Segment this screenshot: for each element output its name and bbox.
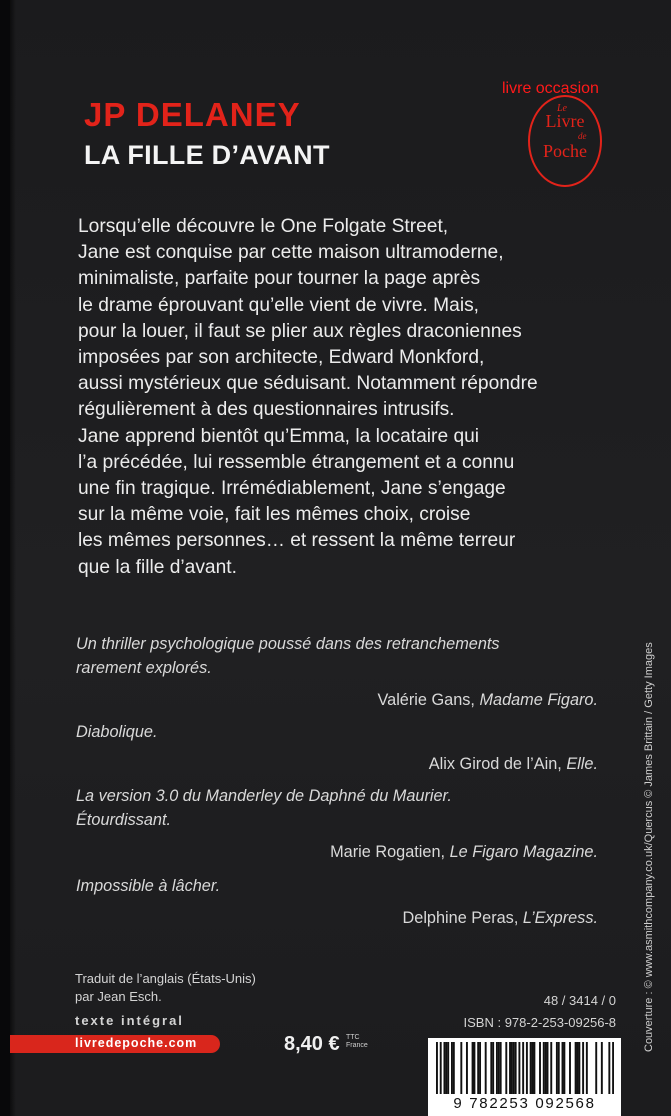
- barcode-bar: [460, 1042, 462, 1094]
- barcode-bar: [547, 1042, 549, 1094]
- barcode-bar: [522, 1042, 524, 1094]
- barcode-bar: [472, 1042, 474, 1094]
- catalog-reference: 48 / 3414 / 0: [543, 993, 616, 1008]
- barcode-bar: [451, 1042, 453, 1094]
- barcode-bar: [443, 1042, 445, 1094]
- quote-publication: L’Express.: [522, 909, 598, 927]
- used-book-sticker: livre occasion: [502, 80, 599, 97]
- synopsis-line: sur la même voie, fait les mêmes choix, croise: [78, 504, 471, 526]
- quote-author: Marie Rogatien,: [330, 843, 450, 861]
- synopsis-line: minimaliste, parfaite pour tourner la page après: [78, 268, 481, 290]
- barcode-bar: [608, 1042, 610, 1094]
- quote-text: Diabolique.: [76, 723, 158, 741]
- cover-credit: Couverture : © www.asmithcompany.co.uk/Quercus © James Brittain / Getty Images: [643, 642, 655, 1052]
- barcode-bar: [490, 1042, 492, 1094]
- barcode-bar: [500, 1042, 502, 1094]
- barcode-bar: [562, 1042, 564, 1094]
- barcode-bar: [492, 1042, 494, 1094]
- quote-source: [76, 688, 598, 712]
- barcode-bar: [496, 1042, 498, 1094]
- quote-publication: Elle.: [566, 755, 598, 773]
- synopsis-line: Jane est conquise par cette maison ultramoderne,: [78, 242, 504, 264]
- barcode-bar: [515, 1042, 517, 1094]
- barcode-bar: [533, 1042, 535, 1094]
- logo-de: de: [578, 131, 587, 141]
- logo-poche: Poche: [543, 141, 587, 161]
- barcode-bar: [509, 1042, 511, 1094]
- barcode-bar: [563, 1042, 565, 1094]
- barcode-bar: [479, 1042, 481, 1094]
- synopsis-line: pour la louer, il faut se plier aux règles draconiennes: [78, 320, 522, 342]
- quote-text: Étourdissant.: [76, 811, 172, 829]
- barcode-bar: [445, 1042, 447, 1094]
- barcode-bar: [466, 1042, 468, 1094]
- barcode-bar: [595, 1042, 597, 1094]
- unabridged-label: texte intégral: [75, 1013, 184, 1028]
- quote-source: [76, 840, 598, 864]
- quote-source: [76, 752, 598, 776]
- synopsis-line: le drame éprouvant qu’elle vient de vivre. Mais,: [78, 294, 480, 316]
- barcode-bar: [453, 1042, 455, 1094]
- livre-de-poche-logo: [528, 95, 602, 187]
- quote-text: Impossible à lâcher.: [76, 877, 221, 895]
- synopsis-line: Lorsqu’elle découvre le One Folgate Street,: [78, 216, 449, 237]
- quote-text: rarement explorés.: [76, 659, 212, 677]
- barcode-bar: [543, 1042, 545, 1094]
- press-quote: [76, 632, 598, 712]
- isbn: ISBN : 978-2-253-09256-8: [463, 1015, 616, 1030]
- barcode-bar: [436, 1042, 438, 1094]
- quote-publication: Le Figaro Magazine.: [449, 843, 598, 861]
- synopsis-line: les mêmes personnes… et ressent la même terreur: [78, 530, 516, 552]
- cover-edge-shadow: [10, 0, 16, 1116]
- press-quote: [76, 784, 598, 864]
- press-quote: [76, 874, 598, 930]
- barcode-bar: [578, 1042, 580, 1094]
- barcode-bar: [558, 1042, 560, 1094]
- barcode-bar: [530, 1042, 532, 1094]
- quote-author: Delphine Peras,: [402, 909, 523, 927]
- barcode-bars: [436, 1042, 614, 1094]
- author-name: JP DELANEY: [84, 96, 301, 133]
- synopsis-line: que la fille d’avant.: [78, 556, 237, 578]
- price: 8,40 €: [284, 1033, 340, 1055]
- barcode-bar: [569, 1042, 571, 1094]
- book-spine-edge: [0, 0, 10, 1116]
- barcode-bar: [582, 1042, 584, 1094]
- barcode-bar: [513, 1042, 515, 1094]
- barcode-bar: [477, 1042, 479, 1094]
- quote-text: La version 3.0 du Manderley de Daphné du Maurier.: [76, 787, 452, 805]
- quote-source: [76, 906, 598, 930]
- barcode-bar: [485, 1042, 487, 1094]
- quote-publication: Madame Figaro.: [479, 691, 598, 709]
- synopsis: [78, 214, 603, 581]
- barcode-number: 9 782253 092568: [453, 1095, 596, 1112]
- barcode-bar: [505, 1042, 507, 1094]
- synopsis-line: régulièrement à des questionnaires intrusifs.: [78, 399, 455, 421]
- logo-livre: Livre: [545, 111, 585, 131]
- barcode-bar: [545, 1042, 547, 1094]
- barcode-bar: [539, 1042, 541, 1094]
- synopsis-line: imposées par son architecte, Edward Monkford,: [78, 347, 485, 369]
- barcode-bar: [526, 1042, 528, 1094]
- synopsis-line: aussi mystérieux que séduisant. Notamment répondre: [78, 373, 538, 395]
- barcode-bar: [575, 1042, 577, 1094]
- barcode-bar: [586, 1042, 588, 1094]
- barcode-bar: [511, 1042, 513, 1094]
- barcode-bar: [518, 1042, 520, 1094]
- quote-text: Un thriller psychologique poussé dans des retranchements: [76, 635, 500, 653]
- translator-line: par Jean Esch.: [75, 989, 162, 1004]
- logo-le: Le: [557, 103, 567, 114]
- translation-credit: [75, 970, 256, 1006]
- barcode-bar: [498, 1042, 500, 1094]
- barcode-bar: [532, 1042, 534, 1094]
- barcode-bar: [473, 1042, 475, 1094]
- barcode-bar: [440, 1042, 442, 1094]
- website-link[interactable]: livredepoche.com: [75, 1036, 198, 1050]
- price-tax-note: [346, 1034, 368, 1050]
- quote-author: Valérie Gans,: [377, 691, 480, 709]
- synopsis-line: Jane apprend bientôt qu’Emma, la locataire qui: [78, 425, 480, 447]
- book-title: LA FILLE D’AVANT: [84, 140, 330, 170]
- barcode-bar: [601, 1042, 603, 1094]
- barcode-bar: [447, 1042, 449, 1094]
- synopsis-line: l’a précédée, lui ressemble étrangement et a connu: [78, 451, 515, 473]
- ttc-country: France: [346, 1042, 368, 1049]
- barcode: [428, 1038, 621, 1116]
- translation-line: Traduit de l’anglais (États-Unis): [75, 971, 256, 986]
- ttc-label: TTC: [346, 1034, 360, 1041]
- barcode-bar: [556, 1042, 558, 1094]
- press-quote: [76, 720, 598, 776]
- barcode-bar: [612, 1042, 614, 1094]
- barcode-bar: [550, 1042, 552, 1094]
- synopsis-line: une fin tragique. Irrémédiablement, Jane s’engage: [78, 478, 506, 500]
- quote-author: Alix Girod de l’Ain,: [428, 755, 567, 773]
- barcode-bar: [577, 1042, 579, 1094]
